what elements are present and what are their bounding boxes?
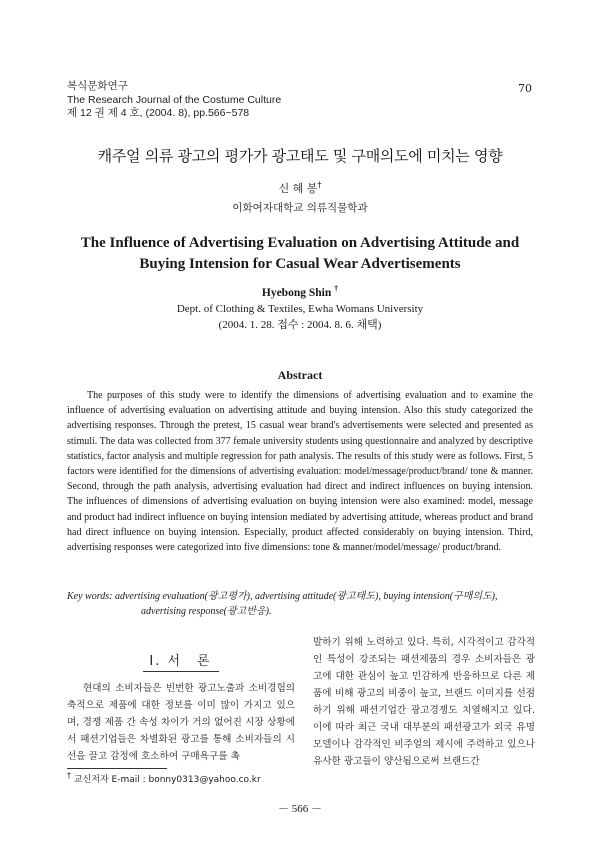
title-en-line2: Buying Intension for Casual Wear Advertisements [139, 256, 461, 272]
title-en [40, 233, 560, 275]
body-column-left [67, 680, 295, 765]
abstract-body [67, 388, 533, 555]
affiliation-ko: 이화여자대학교 의류직물학과 [232, 202, 368, 214]
footnote-rule [67, 768, 167, 769]
author-en-mark: † [334, 284, 339, 293]
journal-name-en: The Research Journal of the Costume Culture [67, 93, 282, 106]
footnote-text: 교신저자 E-mail : bonny0313@yahoo.co.kr [73, 775, 261, 785]
journal-header [67, 80, 281, 121]
affiliation-en [0, 302, 600, 333]
received-accepted-dates: (2004. 1. 28. 접수 : 2004. 8. 6. 채택) [218, 318, 382, 331]
body-right-paragraph: 발하기 위해 노력하고 있다. 특히, 시각적이고 감각적인 특성이 강조되는 패션제품의 경우 소비자들은 광고에 대한 관심이 높고 민감하게 반응하므로 다른 제품에 비해 광고의 비중이 높고, 브랜드 이미지를 선점하기 위해 패션기업간 광고경쟁도 치열해지고 있다. 이에 따라 최근 국내 대부분의 패션광고가 외국 유명모델이나 감각적인 비주얼의 제시에 주력하고 있으나 유사한 광고들이 양산됨으로써 브랜드간 [313, 637, 535, 767]
keywords-label: Key words: [67, 591, 113, 602]
title-en-line1: The Influence of Advertising Evaluation on Advertising Attitude and [80, 235, 520, 251]
footnote-mark: † [67, 771, 71, 780]
author-ko-mark: † [317, 180, 322, 190]
section-heading: Ⅰ. 서 론 [149, 654, 212, 669]
title-ko: 캐주얼 의류 광고의 평가가 광고태도 및 구매의도에 미치는 영향 [97, 147, 503, 165]
keywords-line2: advertising response(광고반응). [141, 606, 272, 617]
author-ko-name: 신 혜 봉 [278, 182, 318, 195]
body-left-paragraph: 현대의 소비자들은 빈번한 광고노출과 소비경험의 축적으로 제품에 대한 정보를 이미 많이 가지고 있으며, 경쟁 제품 간 속성 차이가 거의 없어진 시장 상황에서 패션기업들은 차별화된 광고를 통해 소비자들의 시선을 끌고 감정에 호소하여 구매욕구를 촉 [67, 683, 295, 762]
body-column-right [313, 634, 535, 770]
abstract-heading: Abstract [277, 368, 323, 382]
author-ko [0, 180, 600, 196]
author-en-name: Hyebong Shin [261, 286, 332, 299]
footnote [67, 771, 261, 785]
author-en [0, 284, 600, 299]
journal-name-ko: 복식문화연구 [67, 80, 128, 92]
page-number-bottom: － 566 － [278, 803, 322, 815]
section-heading-rule [143, 671, 219, 672]
keywords [67, 589, 533, 619]
page-number-top: 70 [518, 82, 532, 95]
abstract-text: The purposes of this study were to identify the dimensions of advertising evaluation and to examine the influence of advertising evaluation on advertising attitude and buying intension. Also this study categorized the advertising responses. Through the pretest, 15 casual wear brand's advertisements were selected and presented as stimuli. The data was collected from 377 female university students using questionnaire and analyzed by descriptive statistics, factor analysis and multiple regression for path analysis. The results of this study were as follows. First, 5 factors were identified for the dimensions of advertising evaluation: model/message/product/brand/ tone & manner. Second, through the path analysis, advertising evaluation had direct and indirect influences on buying intension. The influences of dimensions of advertising evaluation on buying intension were also examined: model, message and product had indirect influence on buying intension mediated by advertising attitude, whereas product and brand had direct influence on buying intension. Especially, product affected considerably on buying intension. Third, advertising responses were categorized into five dimensions: tone & manner/model/message/ product/brand. [67, 390, 533, 554]
affiliation-en-text: Dept. of Clothing & Textiles, Ewha Womans University [176, 303, 424, 315]
volume-info: 제 12 권 제 4 호, (2004. 8), pp.566~578 [67, 107, 250, 119]
keywords-line1: advertising evaluation(광고평가), advertising attitude(광고태도), buying intension(구매의도), [114, 591, 498, 602]
